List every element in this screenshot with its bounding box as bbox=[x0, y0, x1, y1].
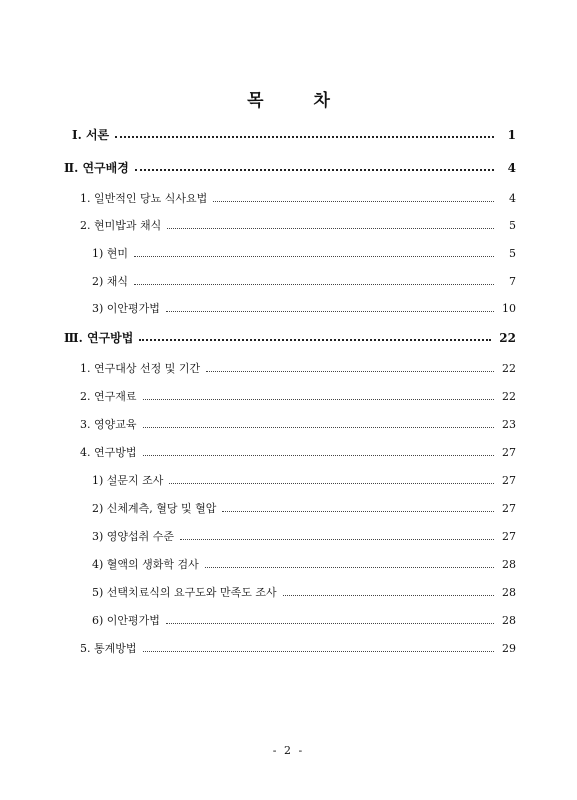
toc-leader-dots bbox=[115, 136, 494, 138]
toc-entry-page: 7 bbox=[509, 275, 516, 288]
toc-leader-dots bbox=[213, 201, 494, 202]
toc-leader-dots bbox=[135, 169, 494, 171]
toc-entry-label: 1. 연구대상 선정 및 기간 bbox=[80, 362, 201, 375]
toc-entry bbox=[92, 582, 516, 600]
toc-entry-label: 6) 이안평가법 bbox=[92, 614, 160, 627]
toc-entry bbox=[64, 157, 516, 175]
toc-entry-page: 27 bbox=[502, 502, 516, 515]
toc-entry bbox=[92, 526, 516, 544]
toc-entry-page: 27 bbox=[502, 474, 516, 487]
toc-entry bbox=[92, 271, 516, 289]
toc-entry-page: 4 bbox=[507, 161, 516, 175]
toc-entry-page: 22 bbox=[502, 390, 516, 403]
toc-entry-page: 28 bbox=[502, 558, 516, 571]
toc-entry-page: 22 bbox=[502, 362, 516, 375]
toc-entry-label: 5. 통계방법 bbox=[80, 642, 137, 655]
toc-entry-page: 29 bbox=[502, 642, 516, 655]
toc-entry-label: Ⅰ. 서론 bbox=[72, 128, 110, 142]
toc-leader-dots bbox=[205, 567, 494, 568]
toc-entry-label: 1) 현미 bbox=[92, 247, 129, 260]
toc-entry-label: Ⅱ. 연구배경 bbox=[64, 161, 129, 175]
toc-entry-page: 10 bbox=[502, 302, 516, 315]
toc-entry-page: 27 bbox=[502, 446, 516, 459]
toc-entry-label: Ⅲ. 연구방법 bbox=[64, 331, 134, 345]
toc-entry bbox=[80, 638, 516, 656]
toc-entry-page: 5 bbox=[509, 247, 516, 260]
toc-leader-dots bbox=[166, 311, 494, 312]
toc-entry bbox=[80, 442, 516, 460]
toc-leader-dots bbox=[139, 339, 491, 341]
toc-entry bbox=[92, 298, 516, 316]
toc-entry-label: 3. 영양교육 bbox=[80, 418, 137, 431]
toc-entry-page: 23 bbox=[502, 418, 516, 431]
toc-entry-label: 1) 설문지 조사 bbox=[92, 474, 164, 487]
toc-entry bbox=[92, 610, 516, 628]
page-number: - 2 - bbox=[272, 744, 305, 757]
toc-entry-label: 4. 연구방법 bbox=[80, 446, 137, 459]
toc-entry bbox=[64, 327, 516, 345]
toc-leader-dots bbox=[169, 483, 494, 484]
toc-entry-label: 3) 이안평가법 bbox=[92, 302, 160, 315]
toc-entry bbox=[72, 124, 516, 142]
toc-entry-label: 2. 연구재료 bbox=[80, 390, 137, 403]
toc-entry-page: 4 bbox=[509, 192, 516, 205]
toc-leader-dots bbox=[134, 284, 494, 285]
toc-leader-dots bbox=[166, 623, 494, 624]
toc-leader-dots bbox=[283, 595, 494, 596]
toc-leader-dots bbox=[222, 511, 494, 512]
toc-entry-page: 28 bbox=[502, 586, 516, 599]
toc-entry bbox=[80, 215, 516, 233]
toc-entry-label: 4) 혈액의 생화학 검사 bbox=[92, 558, 199, 571]
toc-leader-dots bbox=[180, 539, 494, 540]
toc-entry bbox=[92, 498, 516, 516]
toc-entry bbox=[92, 470, 516, 488]
toc-entry-label: 2) 신체계측, 혈당 및 혈압 bbox=[92, 502, 217, 515]
toc-entry-page: 5 bbox=[509, 219, 516, 232]
toc-entry bbox=[80, 386, 516, 404]
toc-leader-dots bbox=[143, 427, 495, 428]
toc-leader-dots bbox=[143, 455, 495, 456]
toc-leader-dots bbox=[143, 399, 495, 400]
toc-entry bbox=[80, 358, 516, 376]
toc-entry-label: 2. 현미밥과 채식 bbox=[80, 219, 162, 232]
toc-leader-dots bbox=[206, 371, 494, 372]
toc-entry-page: 27 bbox=[502, 530, 516, 543]
toc-entry bbox=[92, 243, 516, 261]
toc-leader-dots bbox=[143, 651, 495, 652]
toc-entry bbox=[80, 188, 516, 206]
toc-leader-dots bbox=[134, 256, 494, 257]
toc-entry-label: 5) 선택치료식의 요구도와 만족도 조사 bbox=[92, 586, 277, 599]
toc-entry bbox=[80, 414, 516, 432]
toc-entry bbox=[92, 554, 516, 572]
toc-entry-label: 2) 채식 bbox=[92, 275, 129, 288]
toc-entry-label: 1. 일반적인 당뇨 식사요법 bbox=[80, 192, 208, 205]
toc-entry-page: 1 bbox=[507, 128, 516, 142]
toc-entry-label: 3) 영양섭취 수준 bbox=[92, 530, 175, 543]
toc-entry-page: 22 bbox=[499, 331, 516, 345]
page-title: 목 차 bbox=[247, 91, 352, 111]
toc-entry-page: 28 bbox=[502, 614, 516, 627]
toc-leader-dots bbox=[167, 228, 494, 229]
